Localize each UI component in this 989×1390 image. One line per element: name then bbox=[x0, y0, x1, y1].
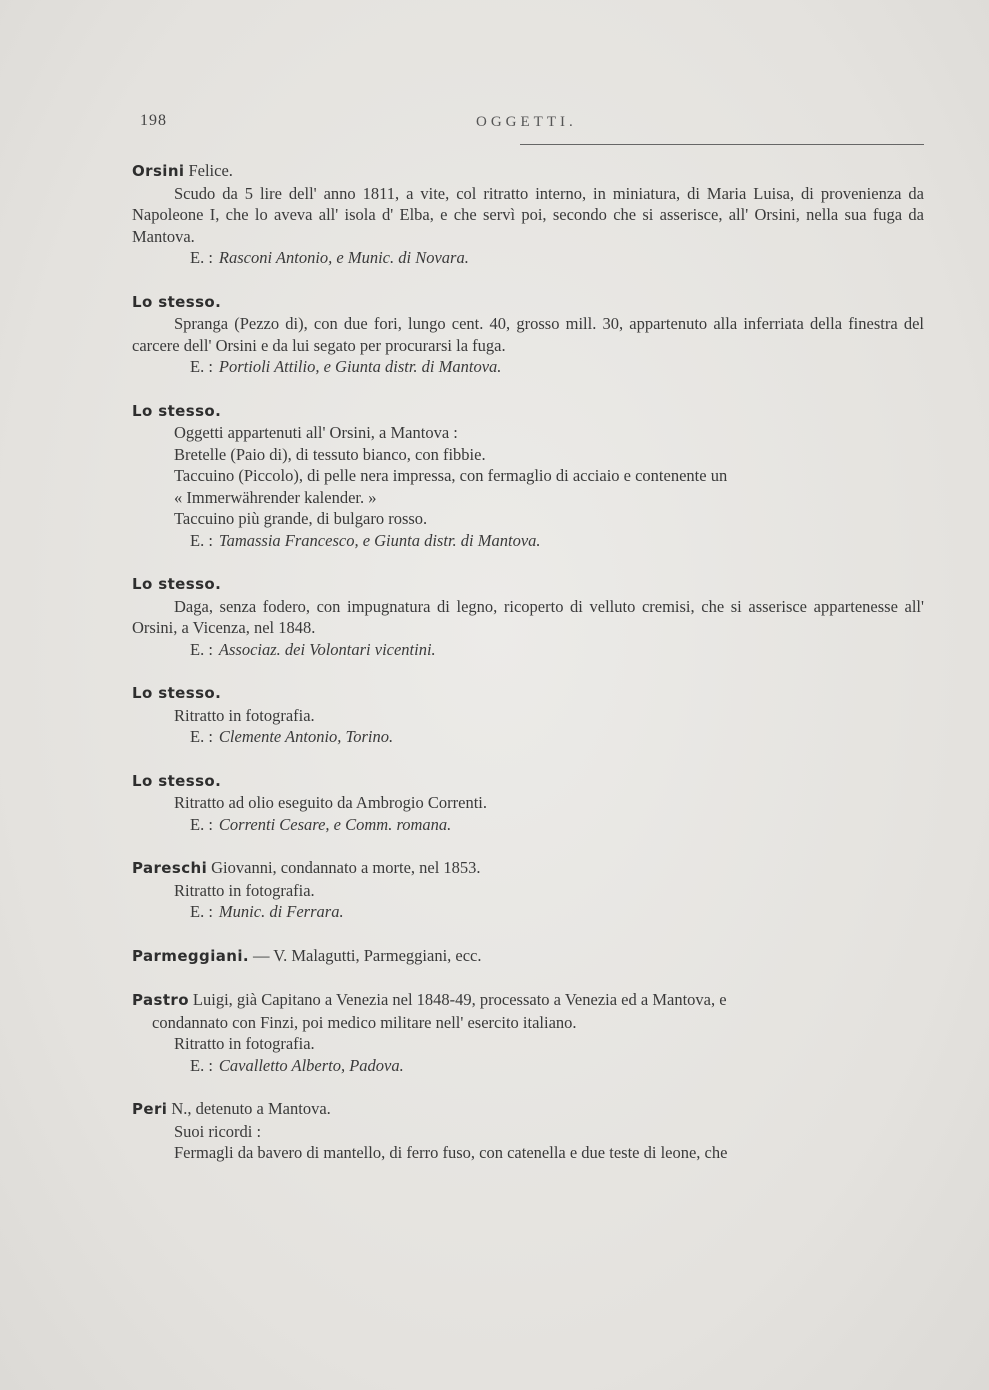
entry-name: Orsini bbox=[132, 162, 185, 180]
entry-heading bbox=[132, 945, 924, 968]
catalog-entry bbox=[132, 682, 924, 748]
entry-heading bbox=[132, 682, 924, 705]
exhibitor-label: E. : bbox=[190, 248, 213, 267]
object-description: Daga, senza fodero, con impugnatura di legno, ricoperto di velluto cremisi, che si asserisce appartenesse all' Orsini, a Vicenza, nel 1848. bbox=[132, 596, 924, 637]
object-line: Bretelle (Paio di), di tessuto bianco, con fibbie. bbox=[174, 444, 486, 464]
exhibitor-label: E. : bbox=[190, 727, 213, 746]
catalog-entry bbox=[132, 945, 924, 968]
exhibitor-label: E. : bbox=[190, 814, 213, 834]
exhibitor-name: Cavalletto Alberto, Padova. bbox=[218, 1055, 404, 1075]
entry-description: Luigi, già Capitano a Venezia nel 1848-49, processato a Venezia ed a Mantova, e bbox=[192, 990, 727, 1009]
exhibitor-line bbox=[190, 726, 924, 748]
exhibitor-line bbox=[190, 530, 924, 552]
catalog-entry bbox=[132, 857, 924, 923]
catalog-entry bbox=[132, 989, 924, 1076]
entry-heading bbox=[132, 770, 924, 793]
entry-name: Pastro bbox=[132, 991, 189, 1009]
entry-description-continued: condannato con Finzi, poi medico militare nell' esercito italiano. bbox=[152, 1012, 577, 1032]
exhibitor-name: Associaz. dei Volontari vicentini. bbox=[218, 639, 436, 659]
exhibitor-line bbox=[190, 639, 924, 661]
entry-description: Felice. bbox=[188, 161, 233, 180]
entry-name: Lo stesso. bbox=[132, 684, 222, 702]
running-title: OGGETTI. bbox=[476, 114, 577, 130]
page-header bbox=[140, 112, 926, 138]
entry-name: Lo stesso. bbox=[132, 575, 222, 593]
entry-description: — V. Malagutti, Parmeggiani, ecc. bbox=[252, 945, 482, 965]
exhibitor-label: E. : bbox=[190, 357, 213, 376]
exhibitor-name: Tamassia Francesco, e Giunta distr. di Mantova. bbox=[218, 530, 541, 550]
exhibitor-line bbox=[190, 901, 924, 923]
object-description: Scudo da 5 lire dell' anno 1811, a vite, col ritratto interno, in miniatura, di Maria Luisa, di provenienza da Napoleone I, che lo aveva all' isola d' Elba, e che servì poi, secondo che si asserisce, all' Orsini, nella sua fuga da Mantova. bbox=[132, 183, 924, 246]
object-line: Ritratto in fotografia. bbox=[174, 705, 315, 725]
object-description: Spranga (Pezzo di), con due fori, lungo cent. 40, grosso mill. 30, appartenuto alla inferriata della finestra del carcere dell' Orsini e da lui segato per procurarsi la fuga. bbox=[132, 314, 924, 355]
catalog-entry bbox=[132, 291, 924, 378]
object-line: Ritratto in fotografia. bbox=[174, 880, 315, 900]
entry-heading bbox=[132, 400, 924, 423]
object-line: Suoi ricordi : bbox=[174, 1121, 262, 1141]
object-line: Fermagli da bavero di mantello, di ferro fuso, con catenella e due teste di leone, che bbox=[174, 1143, 728, 1162]
object-line: Taccuino più grande, di bulgaro rosso. bbox=[174, 509, 428, 528]
entry-name: Parmeggiani. bbox=[132, 946, 249, 965]
exhibitor-name: Correnti Cesare, e Comm. romana. bbox=[218, 814, 452, 834]
entry-heading bbox=[132, 573, 924, 596]
entry-description: Giovanni, condannato a morte, nel 1853. bbox=[211, 858, 481, 877]
object-line: Ritratto ad olio eseguito da Ambrogio Correnti. bbox=[174, 793, 487, 812]
entry-name: Lo stesso. bbox=[132, 292, 222, 311]
entry-name: Lo stesso. bbox=[132, 771, 222, 790]
entry-name: Peri bbox=[132, 1100, 168, 1118]
catalog-entries bbox=[132, 160, 924, 1186]
object-line: « Immerwährender kalender. » bbox=[174, 487, 377, 507]
exhibitor-line bbox=[190, 814, 924, 836]
object-line: Ritratto in fotografia. bbox=[174, 1034, 315, 1053]
object-line: Oggetti appartenuti all' Orsini, a Mantova : bbox=[174, 423, 458, 442]
catalog-entry bbox=[132, 400, 924, 552]
exhibitor-name: Rasconi Antonio, e Munic. di Novara. bbox=[218, 248, 469, 267]
catalog-entry bbox=[132, 1098, 924, 1164]
entry-heading bbox=[132, 160, 924, 183]
exhibitor-label: E. : bbox=[190, 530, 213, 550]
entry-heading bbox=[132, 291, 924, 314]
exhibitor-name: Munic. di Ferrara. bbox=[218, 902, 344, 921]
exhibitor-label: E. : bbox=[190, 1055, 213, 1075]
entry-heading bbox=[132, 989, 924, 1012]
catalog-entry bbox=[132, 770, 924, 836]
exhibitor-line bbox=[190, 1055, 924, 1077]
catalog-entry bbox=[132, 160, 924, 269]
entry-heading bbox=[132, 1098, 924, 1121]
catalog-entry bbox=[132, 573, 924, 660]
exhibitor-line bbox=[190, 247, 924, 269]
exhibitor-name: Portioli Attilio, e Giunta distr. di Mantova. bbox=[218, 357, 502, 376]
page-number: 198 bbox=[140, 112, 167, 129]
entry-description: N., detenuto a Mantova. bbox=[171, 1099, 331, 1118]
object-line: Taccuino (Piccolo), di pelle nera impressa, con fermaglio di acciaio e contenente un bbox=[174, 466, 728, 485]
exhibitor-name: Clemente Antonio, Torino. bbox=[218, 727, 394, 746]
entry-heading bbox=[132, 857, 924, 880]
entry-name: Pareschi bbox=[132, 859, 208, 877]
exhibitor-label: E. : bbox=[190, 639, 213, 659]
exhibitor-line bbox=[190, 356, 924, 378]
entry-name: Lo stesso. bbox=[132, 401, 222, 420]
header-rule bbox=[520, 144, 924, 145]
exhibitor-label: E. : bbox=[190, 902, 213, 921]
